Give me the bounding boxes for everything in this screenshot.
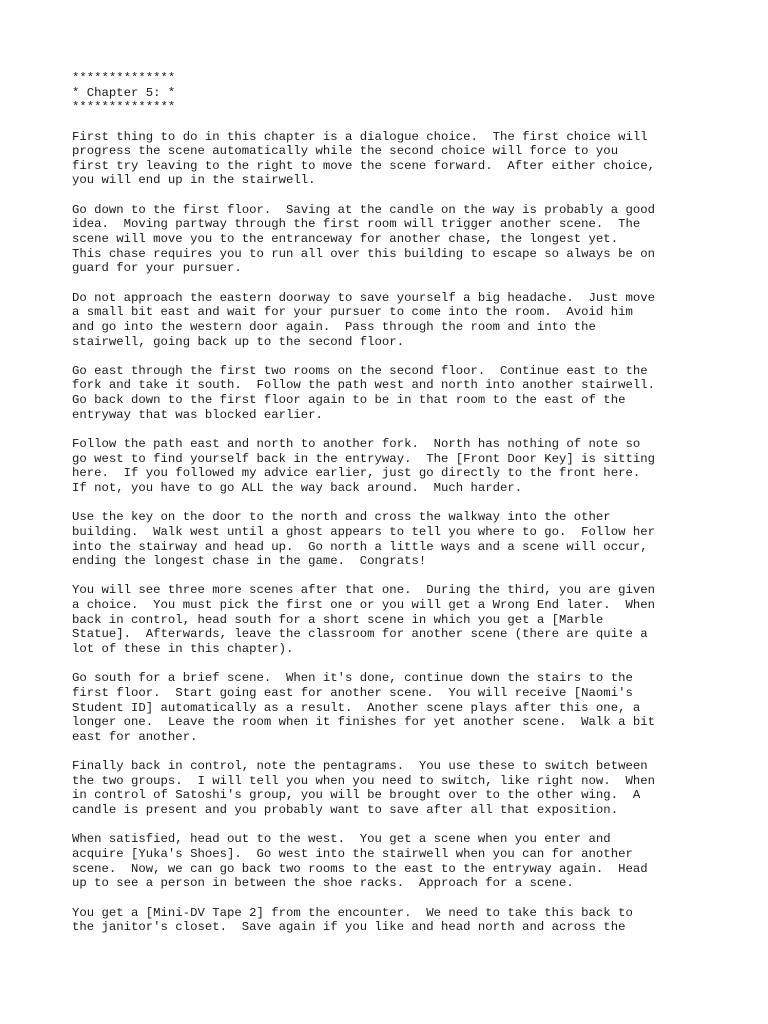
text-line: guard for your pursuer.	[72, 261, 242, 276]
paragraph	[72, 437, 752, 496]
text-line: Go back down to the first floor again to be in that room to the east of the	[72, 393, 626, 408]
text-line: longer one. Leave the room when it finishes for yet another scene. Walk a bit	[72, 715, 655, 730]
blank-line	[72, 422, 752, 437]
text-line: acquire [Yuka's Shoes]. Go west into the stairwell when you can for another	[72, 846, 633, 861]
text-line: Go east through the first two rooms on the second floor. Continue east to the	[72, 363, 648, 378]
text-line: You will see three more scenes after that one. During the third, you are given	[72, 583, 655, 598]
text-line: first floor. Start going east for another scene. You will receive [Naomi's	[72, 685, 633, 700]
text-line: If not, you have to go ALL the way back around. Much harder.	[72, 480, 523, 495]
header-line: * Chapter 5: *	[72, 85, 176, 100]
text-line: you will end up in the stairwell.	[72, 173, 316, 188]
paragraph	[72, 583, 752, 656]
text-line: scene. Now, we can go back two rooms to the east to the entryway again. Head	[72, 861, 648, 876]
text-line: east for another.	[72, 729, 198, 744]
text-line: stairwell, going back up to the second floor.	[72, 334, 405, 349]
text-line: here. If you followed my advice earlier, just go directly to the front here.	[72, 466, 641, 481]
text-line: and go into the western door again. Pass through the room and into the	[72, 319, 596, 334]
text-line: building. Walk west until a ghost appears to tell you where to go. Follow her	[72, 524, 655, 539]
text-line: entryway that was blocked earlier.	[72, 407, 323, 422]
text-line: Do not approach the eastern doorway to save yourself a big headache. Just move	[72, 290, 655, 305]
blank-line	[72, 188, 752, 203]
text-line: scene will move you to the entranceway for another chase, the longest yet.	[72, 232, 619, 247]
text-line: lot of these in this chapter).	[72, 641, 294, 656]
text-line: idea. Moving partway through the first room will trigger another scene. The	[72, 217, 641, 232]
paragraph	[72, 671, 752, 744]
text-line: Student ID] automatically as a result. Another scene plays after this one, a	[72, 700, 641, 715]
text-line: into the stairway and head up. Go north a little ways and a scene will occur,	[72, 539, 648, 554]
text-line: You get a [Mini-DV Tape 2] from the encounter. We need to take this back to	[72, 905, 633, 920]
paragraph	[72, 130, 752, 189]
text-line: first try leaving to the right to move the scene forward. After either choice,	[72, 158, 655, 173]
paragraph	[72, 906, 752, 935]
paragraph	[72, 759, 752, 818]
blank-line	[72, 569, 752, 584]
document-page	[72, 71, 752, 935]
paragraph	[72, 364, 752, 423]
text-line: First thing to do in this chapter is a dialogue choice. The first choice will	[72, 129, 648, 144]
blank-line	[72, 818, 752, 833]
paragraph	[72, 510, 752, 569]
header-line: **************	[72, 71, 176, 85]
blank-line	[72, 276, 752, 291]
text-line: Follow the path east and north to another fork. North has nothing of note so	[72, 437, 641, 452]
text-line: the two groups. I will tell you when you need to switch, like right now. When	[72, 773, 655, 788]
blank-line	[72, 349, 752, 364]
text-line: candle is present and you probably want to save after all that exposition.	[72, 803, 619, 818]
text-line: in control of Satoshi's group, you will be brought over to the other wing. A	[72, 788, 641, 803]
text-line: Finally back in control, note the pentagrams. You use these to switch between	[72, 759, 648, 774]
text-line: This chase requires you to run all over this building to escape so always be on	[72, 246, 655, 261]
text-line: up to see a person in between the shoe racks. Approach for a scene.	[72, 876, 574, 891]
paragraph	[72, 203, 752, 276]
text-line: Statue]. Afterwards, leave the classroom for another scene (there are quite a	[72, 627, 648, 642]
blank-line	[72, 115, 752, 130]
text-line: fork and take it south. Follow the path west and north into another stairwell.	[72, 378, 655, 393]
blank-line	[72, 891, 752, 906]
walkthrough-body	[72, 130, 752, 935]
text-line: progress the scene automatically while the second choice will force to you	[72, 144, 619, 159]
paragraph	[72, 832, 752, 891]
text-line: Go down to the first floor. Saving at the candle on the way is probably a good	[72, 202, 655, 217]
text-line: When satisfied, head out to the west. You get a scene when you enter and	[72, 832, 611, 847]
text-line: Use the key on the door to the north and cross the walkway into the other	[72, 510, 611, 525]
blank-line	[72, 496, 752, 511]
blank-line	[72, 657, 752, 672]
text-line: the janitor's closet. Save again if you like and head north and across the	[72, 920, 626, 935]
text-line: back in control, head south for a short scene in which you get a [Marble	[72, 612, 604, 627]
text-line: go west to find yourself back in the entryway. The [Front Door Key] is sitting	[72, 451, 655, 466]
chapter-header	[72, 71, 752, 115]
text-line: Go south for a brief scene. When it's done, continue down the stairs to the	[72, 671, 633, 686]
text-line: a choice. You must pick the first one or you will get a Wrong End later. When	[72, 598, 655, 613]
text-line: ending the longest chase in the game. Congrats!	[72, 554, 427, 569]
header-line: **************	[72, 100, 176, 115]
paragraph	[72, 291, 752, 350]
text-line: a small bit east and wait for your pursuer to come into the room. Avoid him	[72, 305, 633, 320]
blank-line	[72, 744, 752, 759]
